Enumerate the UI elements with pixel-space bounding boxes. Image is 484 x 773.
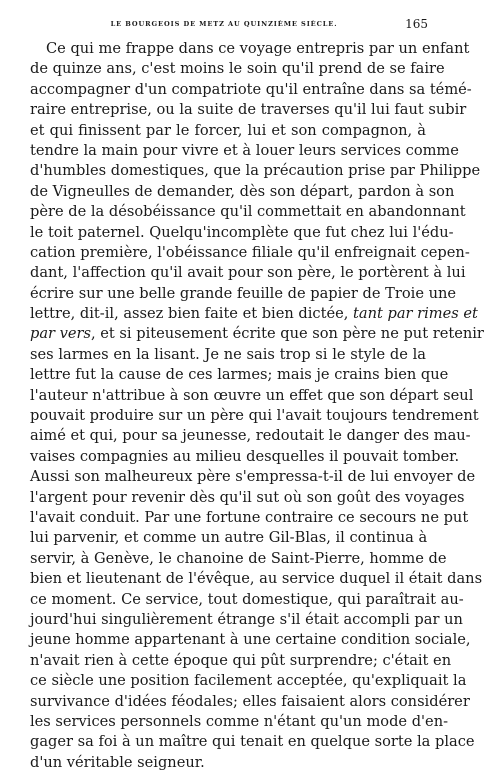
text-line-12: dant, l'affection qu'il avait pour son père, le portèrent à lui: [30, 264, 466, 282]
text-line-25: lui parvenir, et comme un autre Gil-Blas, il continua à: [30, 529, 428, 547]
text-line-28: ce moment. Ce service, tout domestique, qui paraîtrait au-: [30, 590, 464, 608]
text-line-19: pouvait produire sur un père qui l'avait toujours tendrement: [30, 407, 479, 425]
text-line-27: bien et lieutenant de l'évêque, au service duquel il était dans: [30, 570, 483, 588]
text-line-7: d'humbles domestiques, que la précaution prise par Philippe: [30, 162, 481, 180]
text-line-24: l'avait conduit. Par une fortune contraire ce secours ne put: [30, 508, 469, 526]
text-line-9: père de la désobéissance qu'il commettait en abandonnant: [30, 203, 466, 221]
text-line-26: servir, à Genève, le chanoine de Saint-Pierre, homme de: [30, 549, 447, 567]
text-line-21: vaises compagnies au milieu desquelles il pouvait tomber.: [30, 447, 460, 465]
text-line-17: lettre fut la cause de ces larmes; mais je crains bien que: [30, 366, 449, 384]
text-line-36: d'un véritable seigneur.: [30, 753, 205, 771]
text-line-23: l'argent pour revenir dès qu'il sut où son goût des voyages: [30, 488, 465, 506]
text-line-15: [30, 324, 484, 344]
text-line-29: jourd'hui singulièrement étrange s'il était accompli par un: [30, 610, 463, 628]
text-line-11: cation première, l'obéissance filiale qu'il enfreignait cepen-: [30, 243, 470, 261]
text-line-13: écrire sur une belle grande feuille de papier de Troie une: [30, 284, 457, 302]
text-line-32: ce siècle une position facilement acceptée, qu'expliquait la: [30, 672, 467, 690]
text-line-14: [30, 304, 478, 324]
running-head: [20, 16, 428, 32]
text-line-35: gager sa foi à un maître qui tenait en quelque sorte la place: [30, 733, 475, 751]
text-line-15-roman: , et si piteusement écrite que son père ne put retenir: [91, 325, 484, 343]
text-line-2: de quinze ans, c'est moins le soin qu'il prend de se faire: [30, 60, 445, 78]
text-line-31: n'avait rien à cette époque qui pût surprendre; c'était en: [30, 651, 452, 669]
page-number: 165: [405, 17, 428, 31]
text-line-3: accompagner d'un compatriote qu'il entraîne dans sa témé-: [30, 80, 472, 98]
text-line-20: aimé et qui, pour sa jeunesse, redoutait le danger des mau-: [30, 427, 471, 445]
text-line-6: tendre la main pour vivre et à louer leurs services comme: [30, 141, 459, 159]
text-line-5: et qui finissent par le forcer, lui et son compagnon, à: [30, 121, 426, 139]
text-line-30: jeune homme appartenant à une certaine condition sociale,: [30, 631, 471, 649]
text-line-4: raire entreprise, ou la suite de traverses qu'il lui faut subir: [30, 101, 467, 119]
text-line-16: ses larmes en la lisant. Je ne sais trop si le style de la: [30, 345, 426, 363]
running-title: LE BOURGEOIS DE METZ AU QUINZIÈME SIÈCLE.: [110, 20, 338, 28]
body-text: [30, 39, 484, 773]
text-line-1: Ce qui me frappe dans ce voyage entrepris par un enfant: [46, 40, 470, 57]
text-line-14-roman: lettre, dit-il, assez bien faite et bien dictée,: [30, 305, 354, 323]
text-line-34: les services personnels comme n'étant qu'un mode d'en-: [30, 712, 449, 730]
text-line-22: Aussi son malheureux père s'empressa-t-il de lui envoyer de: [30, 468, 476, 486]
text-line-15-italic: par vers: [30, 325, 92, 343]
text-line-8: de Vigneulles de demander, dès son départ, pardon à son: [30, 182, 455, 200]
text-line-10: le toit paternel. Quelqu'incomplète que fut chez lui l'édu-: [30, 223, 454, 241]
text-line-14-italic: tant par rimes et: [353, 305, 478, 323]
text-line-33: survivance d'idées féodales; elles faisaient alors considérer: [30, 692, 470, 710]
text-line-18: l'auteur n'attribue à son œuvre un effet que son départ seul: [30, 386, 474, 404]
